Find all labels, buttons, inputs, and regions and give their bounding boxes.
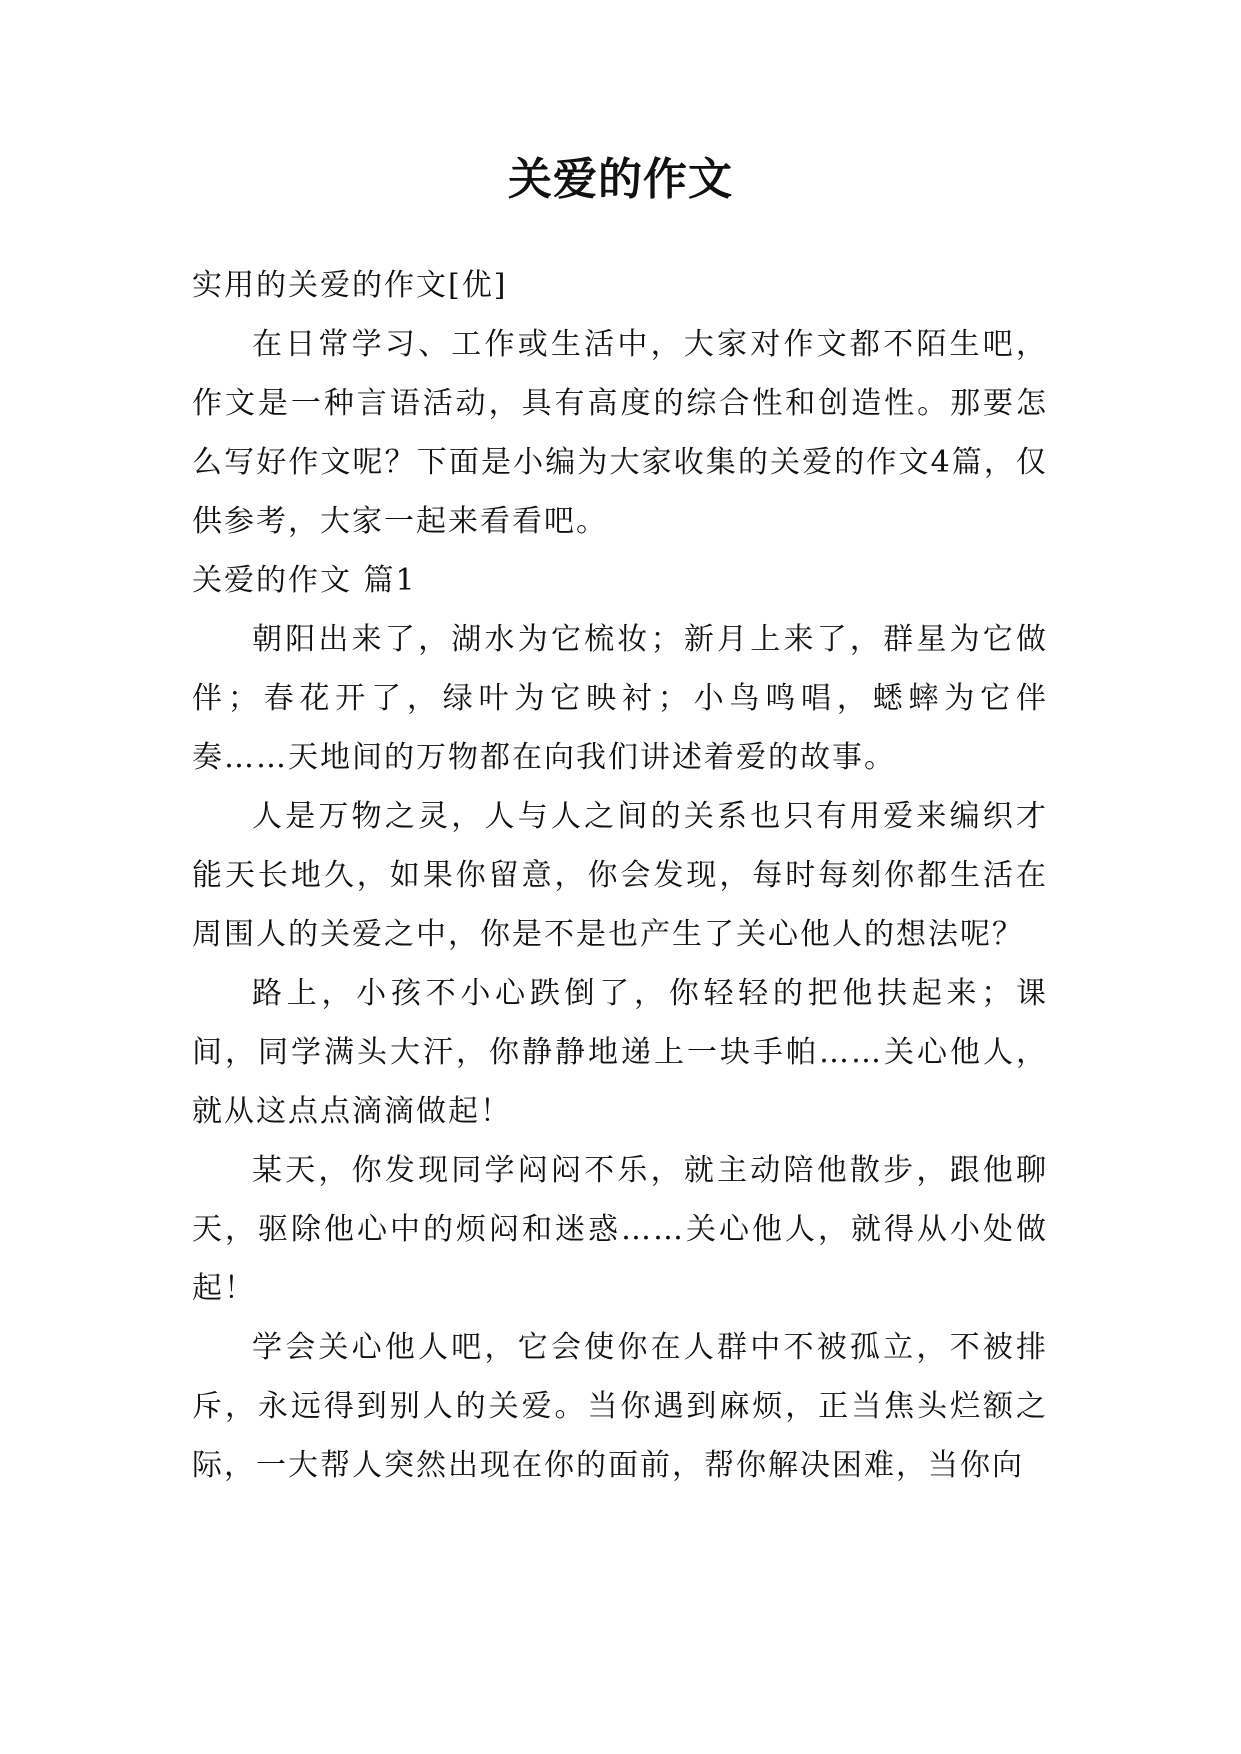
document-title: 关爱的作文 — [508, 154, 733, 205]
body-paragraph: 朝阳出来了，湖水为它梳妆；新月上来了，群星为它做伴；春花开了，绿叶为它映衬；小鸟鸣唱，蟋蟀为它伴奏……天地间的万物都在向我们讲述着爱的故事。 — [192, 622, 1048, 775]
section-heading: 关爱的作文 篇1 — [192, 563, 417, 598]
document-body — [192, 256, 1048, 1495]
document-subtitle: 实用的关爱的作文[优] — [192, 268, 508, 303]
body-paragraph: 某天，你发现同学闷闷不乐，就主动陪他散步，跟他聊天，驱除他心中的烦闷和迷惑……关心他人，就得从小处做起！ — [192, 1153, 1048, 1306]
body-paragraph: 路上，小孩不小心跌倒了，你轻轻的把他扶起来；课间，同学满头大汗，你静静地递上一块手帕……关心他人，就从这点点滴滴做起！ — [192, 976, 1048, 1129]
body-paragraph: 学会关心他人吧，它会使你在人群中不被孤立，不被排斥，永远得到别人的关爱。当你遇到麻烦，正当焦头烂额之际，一大帮人突然出现在你的面前，帮你解决困难，当你向 — [192, 1330, 1048, 1483]
body-paragraph: 人是万物之灵，人与人之间的关系也只有用爱来编织才能天长地久，如果你留意，你会发现，每时每刻你都生活在周围人的关爱之中，你是不是也产生了关心他人的想法呢？ — [192, 799, 1048, 952]
intro-paragraph: 在日常学习、工作或生活中，大家对作文都不陌生吧，作文是一种言语活动，具有高度的综合性和创造性。那要怎么写好作文呢？下面是小编为大家收集的关爱的作文4篇，仅供参考，大家一起来看看吧。 — [192, 327, 1048, 539]
